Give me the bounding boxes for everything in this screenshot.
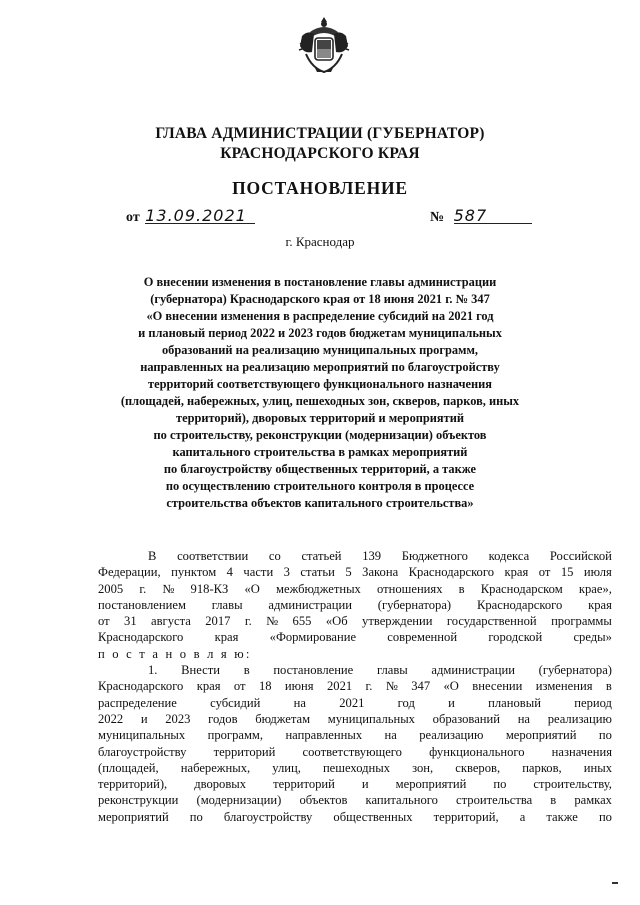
body-word: края: [214, 630, 239, 645]
body-word: назначения: [551, 744, 612, 759]
body-word: 4: [226, 565, 233, 580]
body-word: внесении: [472, 679, 523, 694]
scan-mark: [612, 882, 618, 884]
body-word: парков,: [522, 760, 562, 775]
body-word: зон,: [412, 760, 434, 775]
body-word: 655: [292, 614, 312, 629]
title-line: «О внесении изменения в распределение субсидий на 2021 год: [146, 309, 494, 323]
body-line: [98, 711, 612, 727]
title-line: по строительству, реконструкции (модернизации) объектов: [153, 428, 487, 442]
body-word: Краснодарского: [408, 565, 494, 580]
body-word: утверждении: [362, 614, 433, 629]
body-line: [98, 792, 612, 808]
body-word: постановление: [273, 663, 354, 678]
body-line: [98, 776, 612, 792]
number-field: [430, 208, 532, 226]
body-word: мероприятий: [395, 777, 467, 792]
body-word: среды»: [573, 630, 612, 645]
body-word: 15: [560, 565, 574, 580]
body-word: части: [243, 565, 274, 580]
issuer-heading: [0, 124, 640, 164]
body-word: г.: [244, 614, 252, 629]
body-word: иных: [583, 760, 612, 775]
title-line: (площадей, набережных, улиц, пешеходных зон, скверов, парков, иных: [120, 394, 520, 408]
body-word: территорий: [273, 777, 335, 792]
body-word: межбюджетных: [276, 581, 361, 596]
body-word: плановый: [488, 695, 541, 710]
body-word: объектов: [299, 793, 348, 808]
body-word: по: [598, 728, 612, 743]
title-line: территорий соответствующего функционального назначения: [148, 377, 492, 391]
body-word: края: [504, 565, 529, 580]
body-word: «Формирование: [269, 630, 357, 645]
body-word: 2005: [98, 581, 124, 596]
body-word: Российской: [549, 549, 612, 563]
body-word: в: [605, 679, 612, 694]
body-word: 918-КЗ: [190, 581, 229, 596]
date-field: [126, 208, 255, 226]
body-word: со: [268, 549, 281, 563]
body-word: распределение: [98, 695, 177, 710]
body-word: июня: [284, 679, 314, 694]
body-word: и: [448, 695, 455, 710]
body-word: «О: [244, 581, 260, 596]
body-word: реализацию: [547, 711, 612, 726]
title-line: территорий), дворовых территорий и мероприятий: [175, 411, 464, 425]
issuer-line-2: КРАСНОДАРСКОГО КРАЯ: [220, 145, 420, 162]
body-word: соответствующего: [302, 744, 402, 759]
body-word: Федерации,: [98, 565, 161, 580]
number-prefix: №: [430, 210, 445, 225]
body-word: на: [384, 728, 397, 743]
body-word: программ,: [207, 728, 264, 743]
body-word: г.: [365, 679, 373, 694]
body-word: (губернатора): [538, 663, 612, 678]
body-word: капитального: [365, 793, 438, 808]
document-type-heading: ПОСТАНОВЛЕНИЕ: [232, 178, 408, 198]
body-word: на: [517, 711, 531, 726]
body-word: от: [538, 565, 551, 580]
body-word: также: [546, 809, 578, 824]
body-line: [98, 727, 612, 743]
body-word: бюджетам: [255, 711, 311, 726]
body-word: крае»,: [578, 581, 612, 596]
body-word: 31: [124, 614, 137, 629]
body-word: период: [574, 695, 612, 710]
body-word: Закона: [362, 565, 399, 580]
body-word: администрации: [268, 597, 352, 612]
body-line: [98, 744, 612, 760]
title-line: по осуществлению строительного контроля в процессе: [165, 479, 475, 493]
resolution-body: [98, 548, 612, 825]
resolution-title: [60, 274, 580, 512]
body-word: субсидий: [210, 695, 261, 710]
body-word: края: [588, 597, 612, 612]
body-line: [98, 548, 612, 564]
body-line: [98, 760, 612, 776]
body-word: 2017: [205, 614, 231, 629]
body-line: [98, 613, 612, 629]
title-line: О внесении изменения в постановление главы администрации: [143, 275, 497, 289]
body-word: Краснодарском: [480, 581, 563, 596]
body-word: территорий,: [433, 809, 499, 824]
decree-word: п о с т а н о в л я ю:: [98, 646, 252, 661]
body-word: реконструкции: [98, 793, 179, 808]
body-word: городской: [488, 630, 543, 645]
body-word: в: [550, 793, 557, 808]
body-word: муниципальных: [98, 728, 186, 743]
body-word: 139: [362, 549, 382, 563]
body-word: годов: [208, 711, 238, 726]
body-word: В: [148, 549, 157, 563]
body-word: кодекса: [488, 549, 530, 563]
body-word: территорий),: [98, 777, 168, 792]
body-word: благоустройству: [223, 809, 313, 824]
body-word: Краснодарского: [98, 630, 184, 645]
title-line: и плановый период 2022 и 2023 годов бюджетам муниципальных: [138, 326, 502, 340]
body-word: 2021: [339, 695, 365, 710]
body-word: статьи: [300, 565, 335, 580]
body-word: 1.: [148, 663, 158, 678]
title-line: по благоустройству общественных территорий, а также: [163, 462, 477, 476]
handwritten-date: 13.09.2021: [145, 208, 255, 224]
body-line: [98, 662, 612, 678]
body-word: 3: [283, 565, 290, 580]
body-word: 18: [258, 679, 272, 694]
body-word: по: [598, 809, 612, 824]
body-word: 2022: [98, 711, 124, 726]
body-word: администрации: [431, 663, 515, 678]
body-word: государственной: [446, 614, 537, 629]
body-word: общественных: [333, 809, 413, 824]
body-word: от: [233, 679, 246, 694]
body-line: [98, 695, 612, 711]
body-word: муниципальных: [327, 711, 415, 726]
body-word: программы: [551, 614, 612, 629]
body-word: главы: [211, 597, 243, 612]
body-word: Бюджетного: [401, 549, 468, 563]
body-word: 347: [411, 679, 431, 694]
body-word: образований: [432, 711, 501, 726]
body-word: Внести: [181, 663, 221, 678]
body-word: по: [493, 777, 507, 792]
body-word: №: [162, 581, 175, 596]
body-word: от: [98, 614, 110, 629]
body-line: [98, 564, 612, 580]
body-word: пешеходных: [322, 760, 391, 775]
body-word: на: [293, 695, 306, 710]
body-line: [98, 809, 612, 825]
city-line: г. Краснодар: [285, 234, 355, 249]
body-word: 2023: [165, 711, 191, 726]
title-line: строительства объектов капитального строительства»: [166, 496, 474, 510]
body-word: набережных,: [180, 760, 251, 775]
body-word: 2021: [326, 679, 353, 694]
body-word: (губернатора): [377, 597, 452, 612]
body-word: дворовых: [194, 777, 247, 792]
body-word: Краснодарского: [476, 597, 563, 612]
body-word: скверов,: [455, 760, 501, 775]
body-word: а: [519, 809, 526, 824]
body-word: и: [140, 711, 148, 726]
body-word: №: [266, 614, 279, 629]
body-word: «Об: [325, 614, 348, 629]
body-word: статьей: [301, 549, 342, 563]
body-line: [98, 678, 612, 694]
body-word: современной: [387, 630, 458, 645]
date-prefix: от: [126, 210, 140, 225]
body-word: отношениях: [376, 581, 443, 596]
body-word: строительству,: [533, 777, 612, 792]
body-word: 5: [345, 565, 352, 580]
title-line: направленных на реализацию мероприятий по благоустройству: [140, 360, 500, 374]
body-word: «О: [443, 679, 459, 694]
body-line: [98, 629, 612, 645]
body-word: и: [361, 777, 369, 792]
body-word: главы: [376, 663, 408, 678]
body-word: №: [385, 679, 398, 694]
body-word: августа: [151, 614, 191, 629]
body-word: края: [196, 679, 221, 694]
issuer-line-1: ГЛАВА АДМИНИСТРАЦИИ (ГУБЕРНАТОР): [155, 125, 485, 142]
body-word: мероприятий: [505, 728, 577, 743]
body-word: территорий: [213, 744, 276, 759]
body-word: мероприятий: [98, 809, 169, 824]
body-word: в: [458, 581, 465, 596]
body-word: постановлением: [98, 597, 186, 612]
title-line: образований на реализацию муниципальных программ,: [161, 343, 479, 357]
body-word: пунктом: [171, 565, 217, 580]
coat-of-arms-icon: [296, 14, 352, 76]
body-word: улиц,: [272, 760, 301, 775]
body-word: благоустройству: [98, 744, 187, 759]
body-word: строительства: [456, 793, 533, 808]
body-word: реализацию: [419, 728, 484, 743]
title-line: (губернатора) Краснодарского края от 18 июня 2021 г. № 347: [150, 292, 490, 306]
body-line: [98, 597, 612, 613]
body-line: [98, 581, 612, 597]
body-word: г.: [139, 581, 147, 596]
body-word: соответствии: [177, 549, 249, 563]
title-line: капитального строительства в рамках мероприятий: [172, 445, 468, 459]
body-word: по: [189, 809, 203, 824]
body-word: направленных: [285, 728, 363, 743]
body-word: июля: [583, 565, 612, 580]
body-word: (модернизации): [196, 793, 282, 808]
handwritten-number: 587: [454, 208, 532, 224]
body-word: (площадей,: [98, 760, 159, 775]
body-word: год: [397, 695, 415, 710]
body-word: в: [243, 663, 250, 678]
body-word: Краснодарского: [98, 679, 184, 694]
body-word: функционального: [429, 744, 525, 759]
body-word: рамках: [574, 793, 612, 808]
body-word: изменения: [535, 679, 593, 694]
